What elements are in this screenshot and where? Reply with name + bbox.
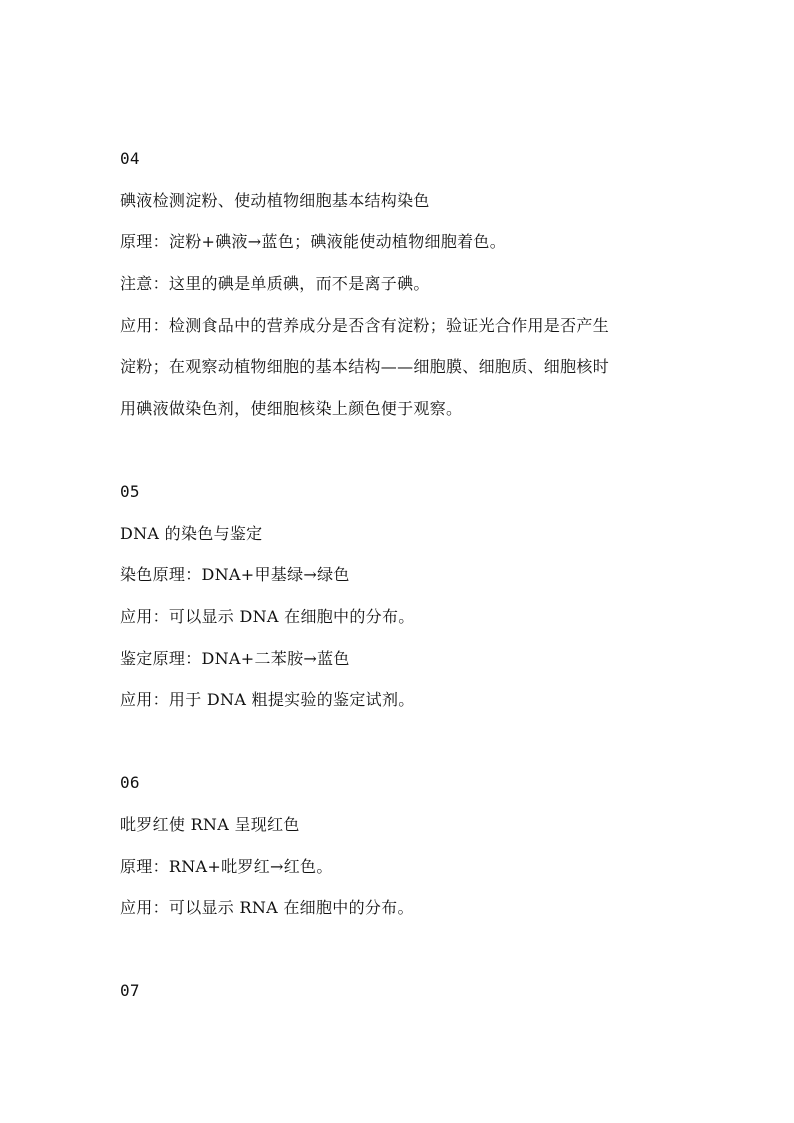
section-heading: 碘液检测淀粉、使动植物细胞基本结构染色 bbox=[120, 191, 430, 210]
section-number: 04 bbox=[120, 149, 140, 168]
paragraph-line: 应用：用于 DNA 粗提实验的鉴定试剂。 bbox=[120, 690, 415, 709]
paragraph-line: 应用：可以显示 RNA 在细胞中的分布。 bbox=[120, 898, 414, 917]
paragraph-line: 用碘液做染色剂，使细胞核染上颜色便于观察。 bbox=[120, 399, 463, 418]
paragraph-line: 应用：可以显示 DNA 在细胞中的分布。 bbox=[120, 607, 415, 626]
paragraph-line: 应用：检测食品中的营养成分是否含有淀粉；验证光合作用是否产生 bbox=[120, 316, 610, 335]
paragraph-line: 鉴定原理：DNA+二苯胺→蓝色 bbox=[120, 649, 350, 668]
section-heading: 吡罗红使 RNA 呈现红色 bbox=[120, 815, 300, 834]
paragraph-line: 原理：RNA+吡罗红→红色。 bbox=[120, 857, 333, 876]
section-number: 07 bbox=[120, 981, 140, 1000]
paragraph-line: 原理：淀粉+碘液→蓝色；碘液能使动植物细胞着色。 bbox=[120, 232, 507, 251]
paragraph-line: 注意：这里的碘是单质碘，而不是离子碘。 bbox=[120, 274, 430, 293]
paragraph-line: 淀粉；在观察动植物细胞的基本结构——细胞膜、细胞质、细胞核时 bbox=[120, 357, 610, 376]
section-heading: DNA 的染色与鉴定 bbox=[120, 524, 263, 543]
section-number: 05 bbox=[120, 482, 140, 501]
section-number: 06 bbox=[120, 773, 140, 792]
paragraph-line: 染色原理：DNA+甲基绿→绿色 bbox=[120, 565, 350, 584]
